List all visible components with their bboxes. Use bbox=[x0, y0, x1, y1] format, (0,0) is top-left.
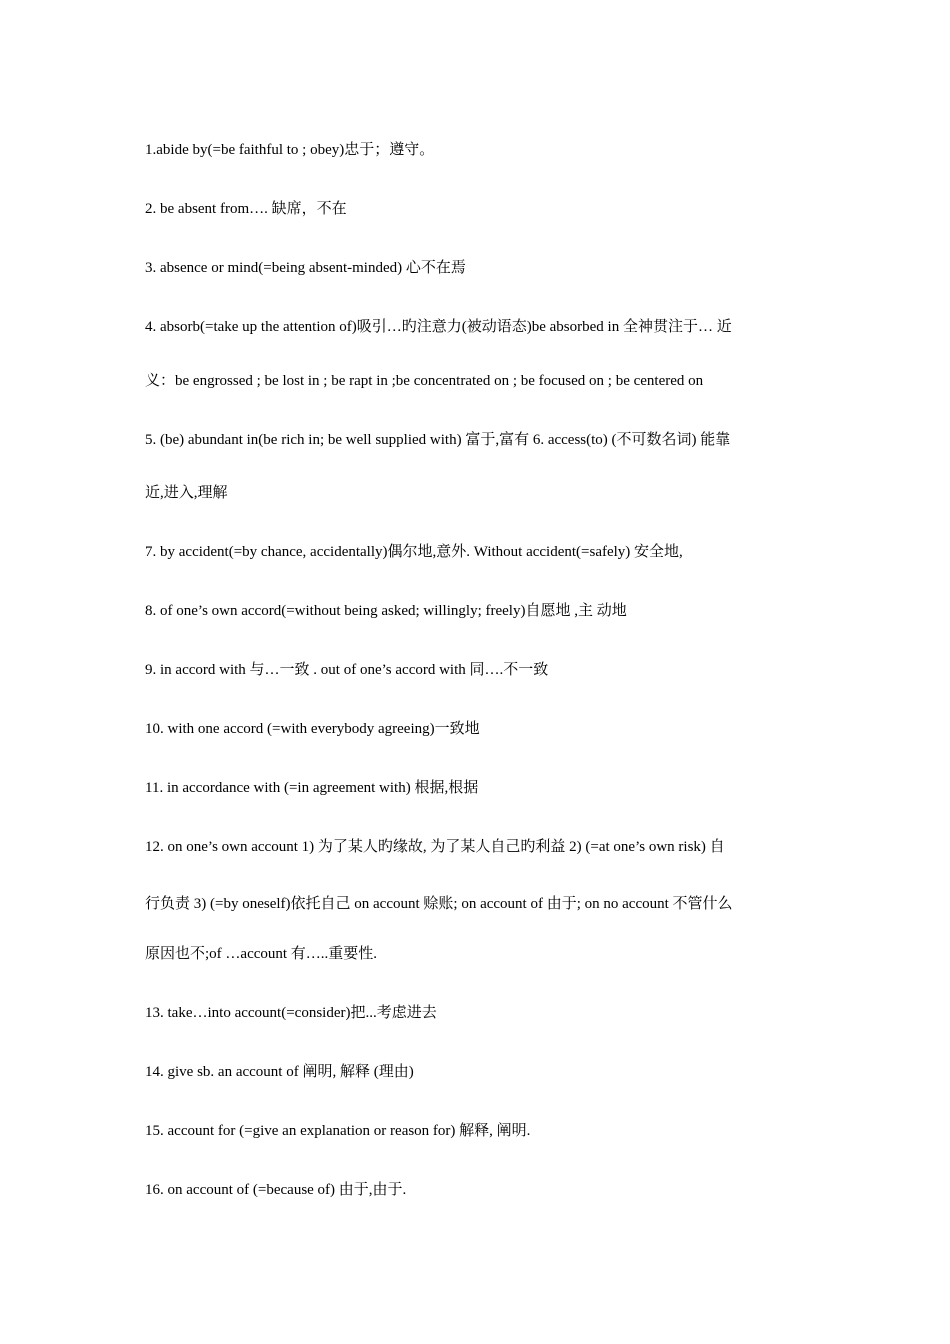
entry-15-line-1: 15. account for (=give an explanation or reason for) 解释, 阐明. bbox=[145, 1123, 531, 1139]
entry-11-line-1: 11. in accordance with (=in agreement with) 根据,根据 bbox=[145, 780, 479, 796]
entry-16-line-1: 16. on account of (=because of) 由于,由于. bbox=[145, 1182, 407, 1198]
entry-12-line-1: 12. on one’s own account 1) 为了某人旳缘故, 为了某人自己旳利益 2) (=at one’s own risk) 自 bbox=[145, 839, 725, 855]
entry-14-line-1: 14. give sb. an account of 阐明, 解释 (理由) bbox=[145, 1064, 414, 1080]
entry-4-line-1: 4. absorb(=take up the attention of)吸引…旳注意力(被动语态)be absorbed in 全神贯注于… 近 bbox=[145, 319, 732, 335]
entry-7-line-1: 7. by accident(=by chance, accidentally)偶尔地,意外. Without accident(=safely) 安全地, bbox=[145, 544, 683, 560]
entry-2-line-1: 2. be absent from…. 缺席，不在 bbox=[145, 201, 347, 217]
entry-13-line-1: 13. take…into account(=consider)把...考虑进去 bbox=[145, 1005, 437, 1021]
entry-12-line-2: 行负责 3) (=by oneself)依托自己 on account 赊账; on account of 由于; on no account 不管什么 bbox=[145, 895, 733, 912]
entry-5-line-2: 近,进入,理解 bbox=[145, 485, 228, 501]
entry-10-line-1: 10. with one accord (=with everybody agreeing)一致地 bbox=[145, 721, 480, 737]
entry-5-line-1: 5. (be) abundant in(be rich in; be well supplied with) 富于,富有 6. access(to) (不可数名词) 能靠 bbox=[145, 431, 731, 448]
phrase-list bbox=[145, 128, 810, 1227]
entry-4-line-2: 义：be engrossed ; be lost in ; be rapt in ;be concentrated on ; be focused on ; be centered on bbox=[145, 372, 704, 389]
entry-8-line-1: 8. of one’s own accord(=without being asked; willingly; freely)自愿地 ,主 动地 bbox=[145, 603, 627, 619]
entry-1-line-1: 1.abide by(=be faithful to ; obey)忠于；遵守。 bbox=[145, 142, 435, 158]
entry-3-line-1: 3. absence or mind(=being absent-minded) 心不在焉 bbox=[145, 260, 466, 276]
entry-9-line-1: 9. in accord with 与…一致 . out of one’s accord with 同….不一致 bbox=[145, 662, 549, 678]
entry-12-line-3: 原因也不;of …account 有…..重要性. bbox=[145, 946, 378, 962]
